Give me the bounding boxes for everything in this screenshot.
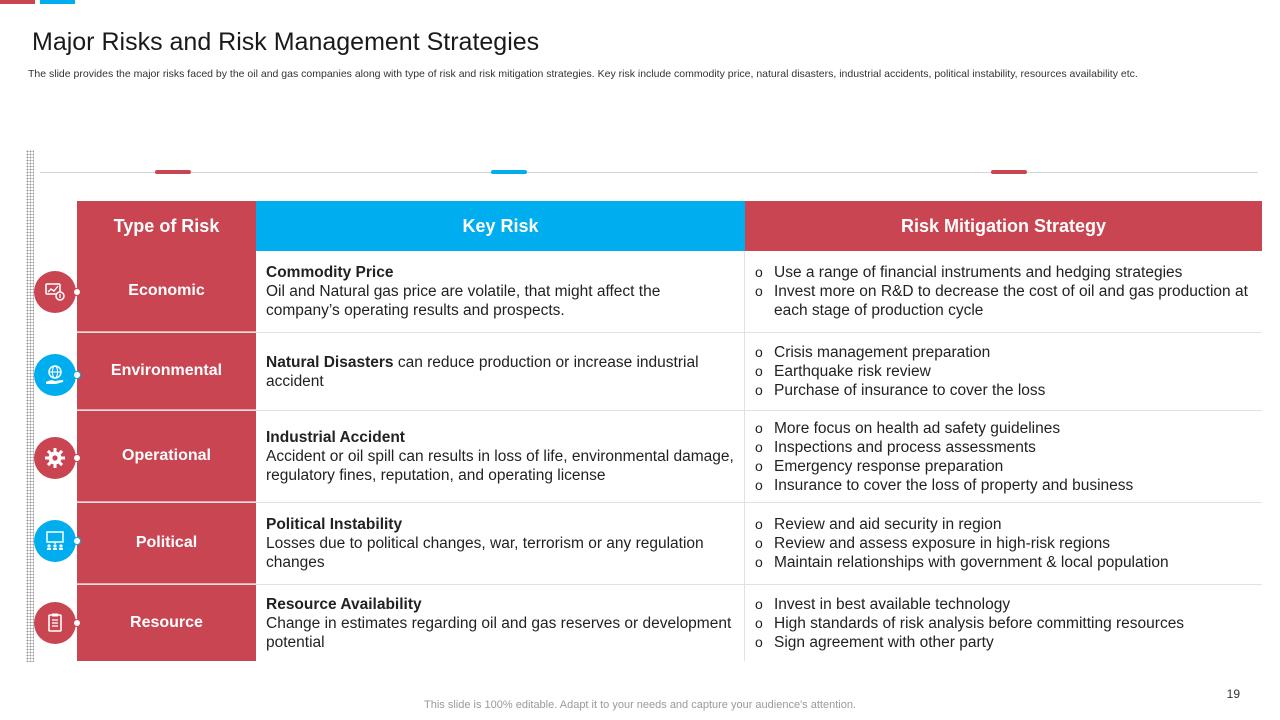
dotted-rail [26,150,34,662]
top-accent-red [0,0,35,4]
connector-dot [73,288,81,296]
key-risk-cell [256,411,745,502]
mitigation-item: o Emergency response preparation [755,457,1004,475]
connector-dot [73,454,81,462]
header-risk-mitigation: Risk Mitigation Strategy [745,201,1262,251]
header-key-risk: Key Risk [256,201,745,251]
key-risk-title: Political Instability [266,516,403,533]
mitigation-item: o Purchase of insurance to cover the loss [755,382,1046,399]
presentation-audience-icon [34,520,76,562]
risk-type-cell: Environmental [77,333,256,410]
connector-dot [73,537,81,545]
risk-type-cell: Resource [77,585,256,661]
mitigation-item: o Review and assess exposure in high-risk regions [755,535,1110,552]
table-row [77,411,1262,503]
key-risk-cell [256,333,745,410]
key-risk-title: Resource Availability [266,595,422,613]
mitigation-cell [745,585,1262,661]
mitigation-cell [745,251,1262,332]
key-risk-cell [256,585,745,661]
mitigation-cell [745,503,1262,584]
finance-chart-icon [34,271,76,313]
divider-marker-blue [491,170,527,174]
risk-type-cell: Operational [77,411,256,502]
key-risk-cell [256,251,745,332]
connector-dot [73,371,81,379]
mitigation-item: o Maintain relationships with government & local population [755,554,1169,571]
key-risk-title: Commodity Price [266,264,394,281]
mitigation-item: o More focus on health ad safety guidelines [755,419,1061,437]
table-row [77,585,1262,661]
mitigation-item: o Crisis management preparation [755,344,991,361]
slide-subtitle: The slide provides the major risks faced by the oil and gas companies along with type of risk and risk mitigation strategies. Key risk include commodity price, natural disasters, industrial accidents, political instability, resources availability etc. [28,68,1138,80]
checklist-clipboard-icon [34,602,76,644]
mitigation-item: o Invest more on R&D to decrease the cost of oil and gas production at each stage of production cycle [755,283,1248,319]
slide-footer: This slide is 100% editable. Adapt it to your needs and capture your audience's attention. [424,699,856,711]
top-accent-blue [40,0,75,4]
key-risk-text: Oil and Natural gas price are volatile, that might affect the company’s operating results and prospects. [266,283,661,319]
table-row [77,333,1262,411]
mitigation-item: o Sign agreement with other party [755,633,994,651]
mitigation-item: o Review and aid security in region [755,516,1002,533]
header-type-of-risk: Type of Risk [77,201,256,251]
table-row [77,251,1262,333]
header-divider-line [40,172,1258,173]
mitigation-item: o Invest in best available technology [755,595,1011,613]
risk-table [77,201,1262,661]
key-risk-text: Losses due to political changes, war, terrorism or any regulation changes [266,535,704,571]
divider-marker-red-1 [155,170,191,174]
mitigation-item: o Inspections and process assessments [755,438,1036,456]
risk-type-cell: Economic [77,251,256,332]
key-risk-text: can reduce production or increase industrial accident [266,353,699,390]
mitigation-item: o Earthquake risk review [755,363,931,380]
key-risk-title: Natural Disasters [266,353,394,371]
mitigation-item: o Insurance to cover the loss of property and business [755,476,1134,494]
key-risk-text: Accident or oil spill can results in loss of life, environmental damage, regulatory fines, reputation, and operating license [266,448,734,484]
mitigation-cell [745,411,1262,502]
divider-marker-red-2 [991,170,1027,174]
mitigation-item: o Use a range of financial instruments and hedging strategies [755,264,1183,281]
table-row [77,503,1262,585]
key-risk-cell [256,503,745,584]
slide-title: Major Risks and Risk Management Strategies [32,28,540,56]
gear-icon [34,437,76,479]
mitigation-item: o High standards of risk analysis before committing resources [755,614,1185,632]
mitigation-cell [745,333,1262,410]
key-risk-title: Industrial Accident [266,429,405,446]
key-risk-text: Change in estimates regarding oil and gas reserves or development potential [266,614,732,651]
risk-type-cell: Political [77,503,256,584]
globe-in-hand-icon [34,354,76,396]
connector-dot [73,619,81,627]
table-header [77,201,1262,251]
page-number: 19 [1226,687,1240,701]
